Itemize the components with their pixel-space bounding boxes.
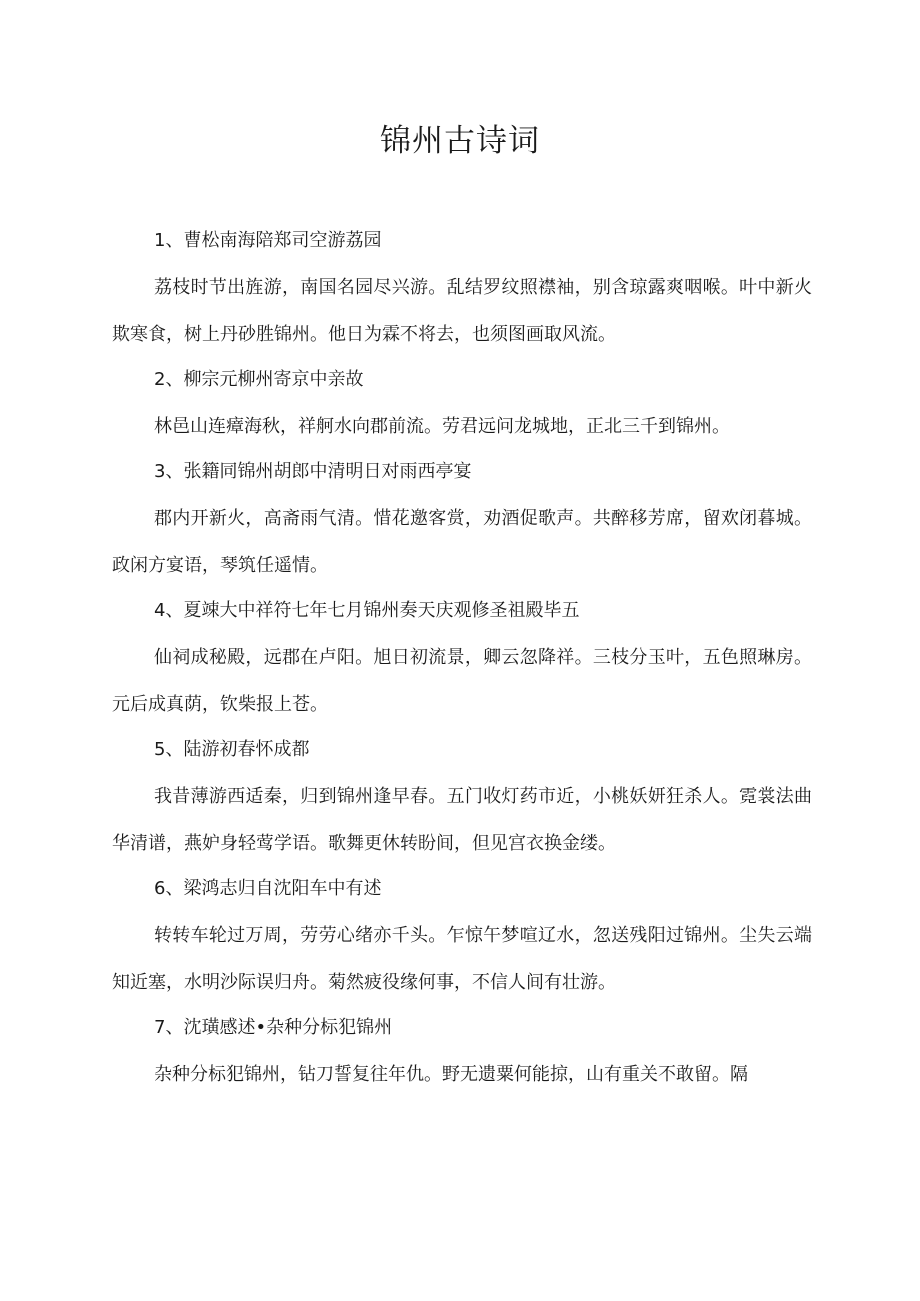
page-title: 锦州古诗词 [380,123,540,159]
poem-entry [112,1015,812,1098]
poem-text: 荔枝时节出旌游，南国名园尽兴游。乱结罗纹照襟袖，别含琼露爽咽喉。叶中新火欺寒食，树上丹砂胜锦州。他日为霖不将去，也须图画取风流。 [112,277,812,345]
poem-text: 林邑山连瘴海秋，祥舸水向郡前流。劳君远问龙城地，正北三千到锦州。 [154,416,730,437]
poem-heading: 6、梁鸿志归自沈阳车中有述 [154,878,382,899]
poem-entry [112,367,812,450]
poem-text: 仙祠成秘殿，远郡在卢阳。旭日初流景，卿云忽降祥。三枝分玉叶，五色照琳房。元后成真荫，钦柴报上苍。 [112,647,812,715]
poem-text: 我昔薄游西适秦，归到锦州逢早春。五门收灯药市近，小桃妖妍狂杀人。霓裳法曲华清谱，燕妒身轻莺学语。歌舞更休转盼间，但见宫衣换金缕。 [112,786,812,854]
poem-list [112,228,812,1107]
poem-entry [112,459,812,589]
poem-text: 转转车轮过万周，劳劳心绪亦千头。乍惊午梦喧辽水，忽送残阳过锦州。尘失云端知近塞，水明沙际误归舟。菊然疲役缘何事，不信人间有壮游。 [112,925,812,993]
poem-entry [112,228,812,358]
poem-heading: 1、曹松南海陪郑司空游荔园 [154,230,382,251]
poem-entry [112,598,812,728]
poem-text: 杂种分标犯锦州，钻刀誓复往年仇。野无遗粟何能掠，山有重关不敢留。隔 [154,1064,748,1085]
poem-heading: 2、柳宗元柳州寄京中亲故 [154,369,364,390]
poem-heading: 4、夏竦大中祥符七年七月锦州奏天庆观修圣祖殿毕五 [154,600,580,621]
poem-heading: 5、陆游初春怀成都 [154,739,310,760]
poem-heading: 7、沈璜感述•杂种分标犯锦州 [154,1017,393,1038]
poem-text: 郡内开新火，高斋雨气清。惜花邀客赏，劝酒促歌声。共醉移芳席，留欢闭暮城。政闲方宴语，琴筑任遥情。 [112,508,812,576]
poem-entry [112,737,812,867]
poem-heading: 3、张籍同锦州胡郎中清明日对雨西亭宴 [154,461,472,482]
poem-entry [112,876,812,1006]
